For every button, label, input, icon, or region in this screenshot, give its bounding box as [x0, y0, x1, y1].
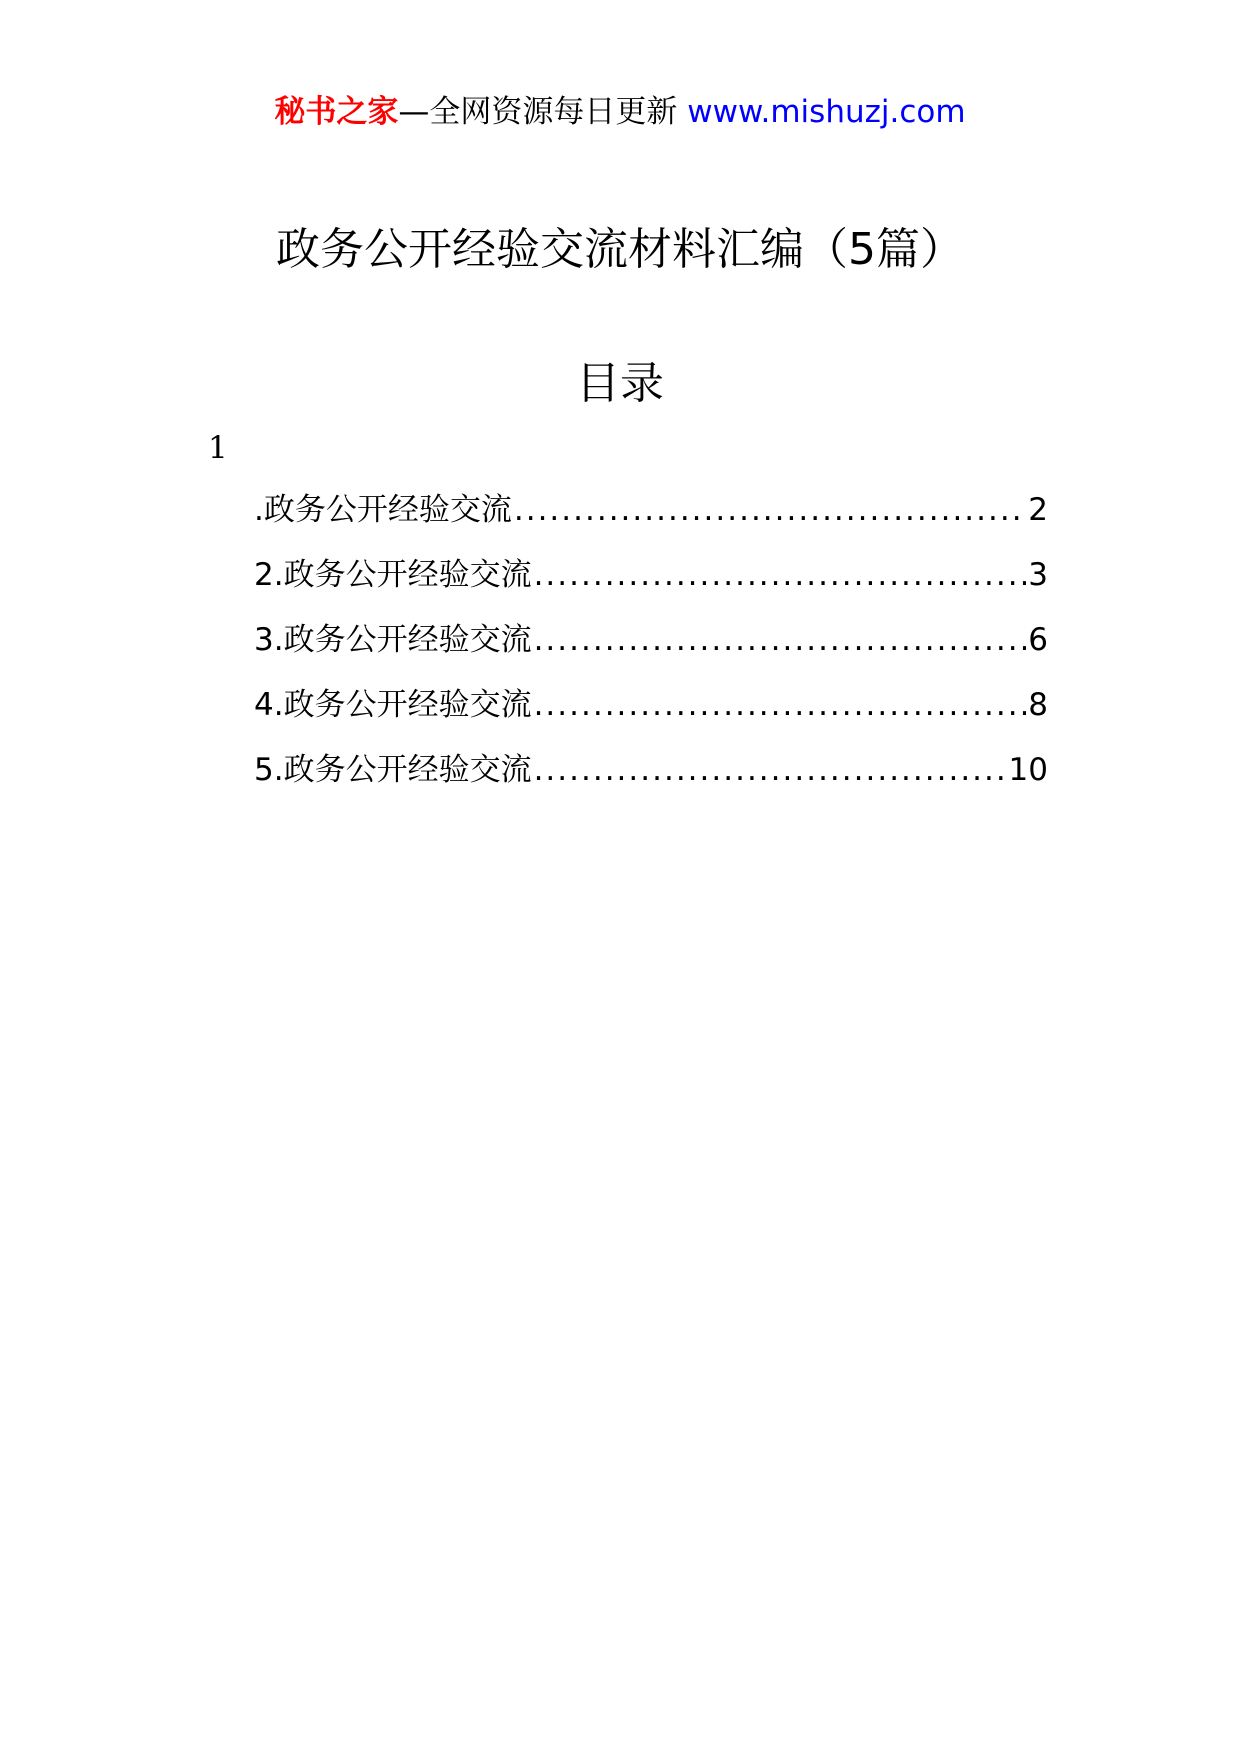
toc-entry-page: 3	[1028, 557, 1048, 593]
toc-entry-page: 10	[1008, 752, 1048, 788]
header-tagline: —全网资源每日更新	[398, 94, 678, 130]
table-of-contents	[254, 490, 1048, 815]
site-url-link[interactable]: www.mishuzj.com	[687, 94, 966, 130]
toc-entry-2[interactable]	[254, 555, 1048, 620]
toc-leader-dots	[534, 555, 1027, 595]
brand-name: 秘书之家	[274, 94, 399, 130]
toc-entry-page: 6	[1028, 622, 1048, 658]
toc-leader-dots	[514, 490, 1026, 530]
toc-entry-3[interactable]	[254, 620, 1048, 685]
document-title: 政务公开经验交流材料汇编（5篇）	[276, 224, 964, 275]
toc-entry-5[interactable]	[254, 750, 1048, 815]
toc-leader-dots	[534, 750, 1007, 790]
toc-entry-4[interactable]	[254, 685, 1048, 750]
toc-leader-dots	[534, 685, 1027, 725]
toc-entry-label: .政务公开经验交流	[254, 492, 512, 528]
toc-entry-label: 2.政务公开经验交流	[254, 557, 532, 593]
toc-entry-label: 3.政务公开经验交流	[254, 622, 532, 658]
list-number: 1	[208, 430, 228, 466]
toc-entry-page: 8	[1028, 687, 1048, 723]
toc-entry-label: 5.政务公开经验交流	[254, 752, 532, 788]
site-header	[0, 92, 1240, 132]
toc-heading: 目录	[576, 358, 664, 409]
toc-leader-dots	[534, 620, 1027, 660]
toc-entry-label: 4.政务公开经验交流	[254, 687, 532, 723]
toc-entry-1[interactable]	[254, 490, 1048, 555]
toc-entry-page: 2	[1028, 492, 1048, 528]
